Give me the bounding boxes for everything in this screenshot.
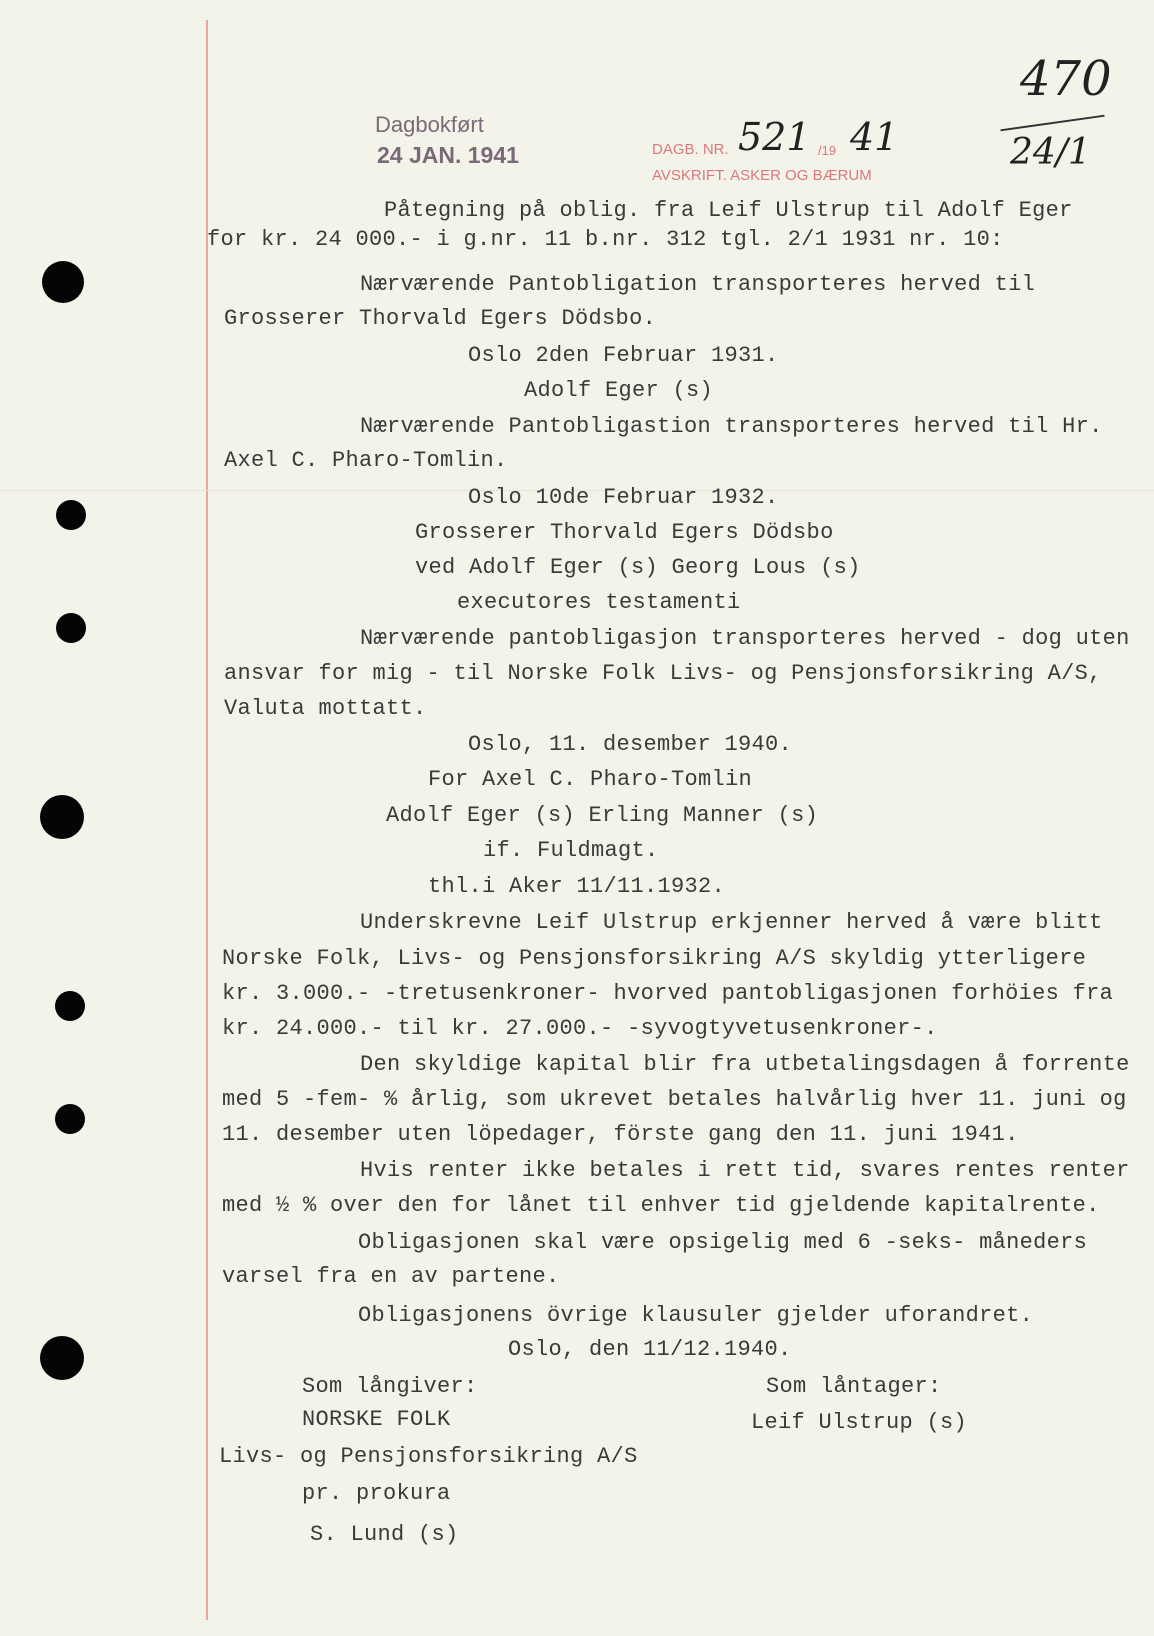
date-stamp: 24 JAN. 1941 [377, 142, 519, 168]
lender-name: NORSKE FOLK [302, 1407, 451, 1432]
text-line: Hvis renter ikke betales i rett tid, svares rentes renter [360, 1158, 1130, 1183]
punch-hole [40, 795, 84, 839]
lender-name-2: Livs- og Pensjonsforsikring A/S [219, 1444, 638, 1469]
procura: pr. prokura [302, 1481, 451, 1506]
text-line: Nærværende pantobligasjon transporteres herved - dog uten [360, 626, 1130, 651]
borrower-name: Leif Ulstrup (s) [751, 1410, 968, 1435]
text-line: For Axel C. Pharo-Tomlin [428, 767, 753, 792]
text-line: Oslo 10de Februar 1932. [468, 485, 779, 510]
text-line: med 5 -fem- % årlig, som ukrevet betales halvårlig hver 11. juni og [222, 1087, 1127, 1112]
punch-hole [55, 1104, 85, 1134]
text-line: ansvar for mig - til Norske Folk Livs- og Pensjonsforsikring A/S, [224, 661, 1102, 686]
text-line: Norske Folk, Livs- og Pensjonsforsikring A/S skyldig ytterligere [222, 946, 1087, 971]
year-prefix: /19 [818, 143, 837, 158]
dagb-nr-label: DAGB. NR. [652, 141, 729, 158]
punch-hole [42, 261, 84, 303]
punch-hole [55, 991, 85, 1021]
text-line: ved Adolf Eger (s) Georg Lous (s) [415, 555, 861, 580]
text-line: executores testamenti [457, 590, 741, 615]
text-line: Nærværende Pantobligation transporteres herved til [360, 272, 1036, 297]
page-number: 470 [1020, 51, 1112, 107]
text-line: Obligasjonen skal være opsigelig med 6 -seks- måneders [358, 1230, 1088, 1255]
page-number-sub: 24/1 [1010, 132, 1091, 173]
text-line: Underskrevne Leif Ulstrup erkjenner herved å være blitt [360, 910, 1103, 935]
dagb-nr-value: 521 [738, 115, 811, 159]
text-line: kr. 24.000.- til kr. 27.000.- -syvogtyvetusenkroner-. [222, 1016, 938, 1041]
lender-label: Som långiver: [302, 1374, 478, 1399]
text-line: if. Fuldmagt. [483, 838, 659, 863]
text-line: 11. desember uten löpedager, förste gang den 11. juni 1941. [222, 1122, 1019, 1147]
signer: S. Lund (s) [310, 1522, 459, 1547]
punch-hole [56, 500, 86, 530]
text-line: Nærværende Pantobligastion transporteres herved til Hr. [360, 414, 1103, 439]
punch-hole [40, 1336, 84, 1380]
margin-line [206, 20, 208, 1620]
text-line: Oslo 2den Februar 1931. [468, 343, 779, 368]
punch-hole [56, 613, 86, 643]
text-line: Grosserer Thorvald Egers Dödsbo. [224, 306, 657, 331]
text-line: Oslo, 11. desember 1940. [468, 732, 793, 757]
text-line: Adolf Eger (s) [524, 378, 714, 403]
text-line: Den skyldige kapital blir fra utbetalingsdagen å forrente [360, 1052, 1130, 1077]
text-line: Axel C. Pharo-Tomlin. [224, 448, 508, 473]
text-line: Oslo, den 11/12.1940. [508, 1337, 792, 1362]
text-line: med ½ % over den for lånet til enhver tid gjeldende kapitalrente. [222, 1193, 1100, 1218]
text-line: Adolf Eger (s) Erling Manner (s) [386, 803, 819, 828]
avskrift-stamp: AVSKRIFT. ASKER OG BÆRUM [652, 167, 872, 184]
text-line: thl.i Aker 11/11.1932. [428, 874, 726, 899]
text-line: Valuta mottatt. [224, 696, 427, 721]
text-line: Påtegning på oblig. fra Leif Ulstrup til Adolf Eger [384, 198, 1073, 223]
text-line: kr. 3.000.- -tretusenkroner- hvorved pantobligasjonen forhöies fra [222, 981, 1114, 1006]
text-line: Grosserer Thorvald Egers Dödsbo [415, 520, 834, 545]
text-line: varsel fra en av partene. [222, 1264, 560, 1289]
borrower-label: Som låntager: [766, 1374, 942, 1399]
text-line: Obligasjonens övrige klausuler gjelder uforandret. [358, 1303, 1034, 1328]
text-line: for kr. 24 000.- i g.nr. 11 b.nr. 312 tgl. 2/1 1931 nr. 10: [207, 227, 1004, 252]
dagbokfort-stamp: Dagbokført [375, 112, 484, 137]
page-number-rule [1000, 115, 1104, 132]
year-value: 41 [850, 115, 899, 159]
